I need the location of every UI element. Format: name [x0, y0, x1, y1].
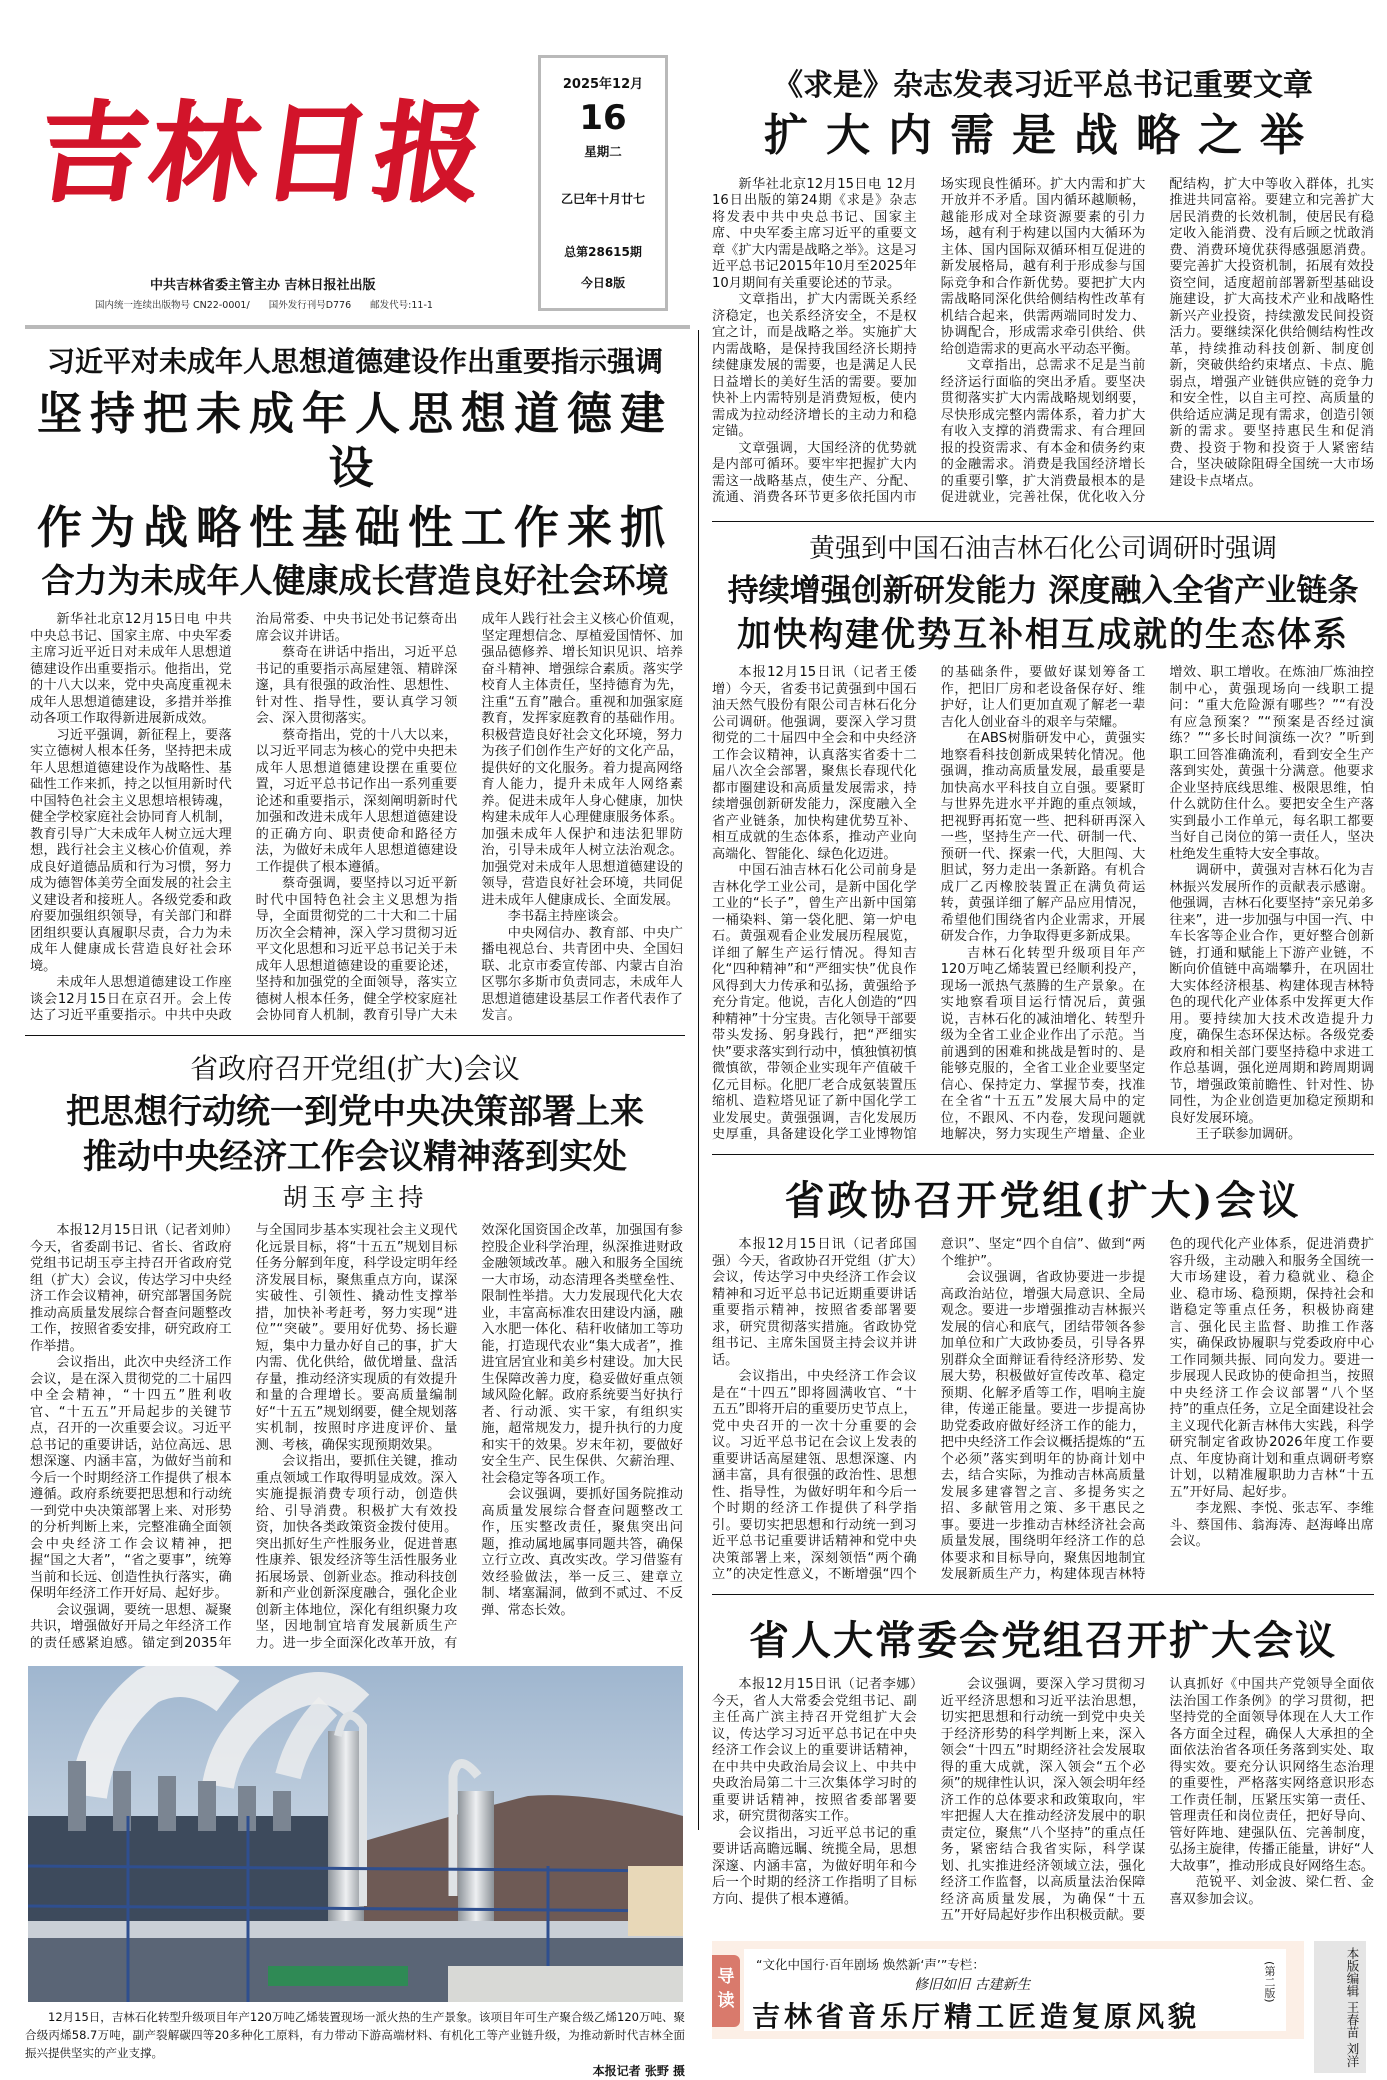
masthead-divider	[25, 325, 690, 329]
article-paragraph: 李书磊主持座谈会。	[507, 909, 627, 925]
section-divider	[712, 1154, 1374, 1156]
xi-title-line-1: 坚持把未成年人思想道德建设	[36, 386, 673, 494]
article-paragraph: 文章指出，总需求不足是当前经济运行面临的突出矛盾。要坚决贯彻落实扩大内需战略规划纲要，尽快形成完整内需体系，着力扩大有收入支撑的消费需求、有合理回报的投资需求、有本金和债务约束的金融需求。消费是我国经济增长的重要引擎，扩大消费最根本的是促进就业，完善社保，优化收入分配结构，扩大中等收入群体，扎实推进共同富裕。要建立和完善扩大居民消费的长效机制，使居民有稳定收入能消费、没有后顾之忧敢消费、消费环境优获得感强愿消费。要完善扩大投资机制，拓展有效投资空间，适度超前部署新型基础设施建设，扩大高技术产业和战略性新兴产业投资，持续激发民间投资活力。要继续深化供给侧结构性改革，持续推动科技创新、制度创新，突破供给约束堵点、卡点、脆弱点，增强产业链供应链的竞争力和安全性，以自主可控、高质量的供给适应满足现有需求，创造引领新的需求。要坚持惠民生和促消费、投资于物和投资于人紧密结合，坚决破除阻碍全国统一大市场建设卡点堵点。	[940, 176, 1374, 506]
article-paragraph: 新华社北京12月15日电 12月16日出版的第24期《求是》杂志将发表中共中央总书记、国家主席、中央军委主席习近平的重要文章《扩大内需是战略之举》。这是习近平总书记2015年10月至2025年10月期间有关重要论述的节录。	[712, 176, 917, 291]
npc-article-body	[712, 1677, 1374, 1925]
article-paragraph: 文章强调，大国经济的优势就是内部可循环。要牢牢把握扩大内需这一战略基点，使生产、分配、流通、消费各环节更多依托国内市场实现良性循环。扩大内需和扩大开放并不矛盾。国内循环越顺畅，越能形成对全球资源要素的引力场，越有利于构建以国内大循环为主体、国内国际双循环相互促进的新发展格局，越有利于形成参与国际竞争和合作新优势。要把扩大内需战略同深化供给侧结构性改革有机结合起来，供需两端同时发力、协调配合，形成需求牵引供给、供给创造需求的更高水平动态平衡。	[712, 176, 1146, 506]
huang-kicker: 黄强到中国石油吉林石化公司调研时强调	[808, 534, 1277, 565]
left-column	[25, 345, 685, 2080]
guide-tag: 导读	[712, 1955, 740, 2027]
cppcc-article-body	[712, 1237, 1374, 1584]
article-paragraph: 中国石油吉林石化公司前身是吉林化学工业公司，是新中国化学工业的“长子”，曾生产出新中国第一桶染料、第一袋化肥、第一炉电石。黄强观看企业发展历程展览，详细了解生产运行情况。得知吉化“四种精神”和“严细实快”优良作风得到大力传承和弘扬，黄强给予充分肯定。他说，吉化人创造的“四种精神”十分宝贵。吉化领导干部要带头发扬、躬身践行，把“严细实快”要求落实到行动中，慎独慎初慎微慎欲，带领企业实现年产值破千亿元目标。化肥厂老合成氨装置压缩机、造粒塔见证了新中国化学工业发展史。黄强强调，吉化发展历史厚重，具备建设化学工业博物馆的基础条件，要做好谋划筹备工作，把旧厂房和老设备保存好、维护好，让人们更加直观了解老一辈吉化人创业奋斗的艰辛与荣耀。	[712, 665, 1146, 1143]
article-paragraph: 会议强调，要深入学习贯彻习近平经济思想和习近平法治思想，切实把思想和行动统一到党中央关于经济形势的科学判断上来，深入领会“十四五”时期经济社会发展取得的重大成就，深入领会“五个必须”的规律性认识，深入领会明年经济工作的总体要求和政策取向，牢牢把握人大在推动经济发展中的职责定位，聚焦“八个坚持”的重点任务，紧密结合我省实际，科学谋划、扎实推进经济领域立法，强化经济工作监督，以高质量法治保障经济高质量发展，为确保“十五五”开好局起好步作出积极贡献。要认真抓好《中国共产党领导全面依法治国工作条例》的学习贯彻，把坚持党的全面领导体现在人大工作各方面全过程，确保人大承担的全面依法治省各项任务落到实处、取得实效。要充分认识网络生态治理的重要性，严格落实网络意识形态工作责任制，压紧压实第一责任、管理责任和岗位责任，把好导向、管好阵地、建强队伍、完善制度，弘扬主旋律，传播正能量，讲好“人大故事”，推动形成良好网络生态。	[940, 1677, 1374, 1924]
guide-teaser[interactable]	[712, 1941, 1304, 2039]
section-divider	[712, 521, 1374, 523]
huang-article-body	[712, 665, 1374, 1144]
gov-kicker: 省政府召开党组(扩大)会议	[190, 1052, 520, 1086]
qiushi-article-body	[712, 177, 1374, 507]
section-divider	[25, 1035, 685, 1037]
xi-article-body	[25, 612, 685, 1025]
guide-page-ref: (第二版)	[1263, 1960, 1276, 2003]
refinery-photo	[28, 1666, 683, 2002]
article-paragraph: 文章指出，扩大内需既关系经济稳定，也关系经济安全，不是权宜之计，而是战略之举。实施扩大内需战略，是保持我国经济长期持续健康发展的需要，也是满足人民日益增长的美好生活的需要。要加快补上内需特别是消费短板，使内需成为拉动经济增长的主动力和稳定锚。	[712, 292, 917, 440]
section-divider	[712, 1594, 1374, 1596]
article-paragraph: 本报12月15日讯（记者邱国强）今天，省政协召开党组（扩大）会议，传达学习中央经济工作会议精神和习近平总书记近期重要讲话重要指示精神，按照省委部署要求，研究贯彻落实措施。省政协党组书记、主席朱国贤主持会议并讲话。	[712, 1237, 917, 1368]
article-paragraph: 会议强调，省政协要进一步提高政治站位，增强大局意识、全局观念。要进一步增强推动吉林振兴发展的信心和底气，团结带领各参加单位和广大政协委员，引导各界别群众全面辩证看待经济形势、发展大势，积极做好宣传改革、稳定预期、化解矛盾等工作，唱响主旋律，传递正能量。要进一步提高协助党委政府做好经济工作的能力，把中央经济工作会议概括提炼的“五个必须”落实到明年的协商计划中去，结合实际，为推动吉林高质量发展多建睿智之言、多提务实之招、多献管用之策、多干惠民之事。要进一步推动吉林经济社会高质量发展，围绕明年经济工作的总体要求和目标导向，聚焦因地制宜发展新质生产力，构建体现吉林特色的现代化产业体系，促进消费扩容升级，主动融入和服务全国统一大市场建设，着力稳就业、稳企业、稳市场、稳预期，保持社会和谐稳定等重点任务，积极协商建言、强化民主监督、助推工作落实，确保政协履职与党委政府中心工作同频共振、同向发力。要进一步展现人民政协的使命担当，按照中央经济工作会议部署“八个坚持”的重点任务，立足全面建设社会主义现代化新吉林伟大实践，科学研究制定省政协2026年度工作要点、年度协商计划和重点调研考察计划，以精准履职助力吉林“十五五”开好局、起好步。	[940, 1237, 1374, 1583]
article-paragraph: 蔡奇强调，要坚持以习近平新时代中国特色社会主义思想为指导，全面贯彻党的二十大和二十届历次全会精神，深入学习贯彻习近平文化思想和习近平总书记关于未成年人思想道德建设的重要论述，坚持和加强党的全面领导，落实立德树人根本任务，健全学校家庭社会协同育人机制，教育引导广大未成年人践行社会主义核心价值观，坚定理想信念、厚植爱国情怀、加强品德修养、增长知识见识、培养奋斗精神、增强综合素质。落实学校育人主体责任，坚持德育为先，注重“五育”融合。重视和加强家庭教育，发挥家庭教育的基础作用。积极营造良好社会文化环境，努力为孩子们创作生产好的文化产品，提供好的文化服务。着力提高网络育人能力，提升未成年人网络素养。促进未成年人身心健康，加快构建未成年人心理健康服务体系。加强未成年人保护和违法犯罪防治，引导未成年人树立法治观念。加强党对未成年人思想道德建设的领导，营造良好社会环境，共同促进未成年人健康成长、全面发展。	[255, 612, 683, 1024]
registration-postal: 邮发代号:11-1	[370, 300, 433, 311]
article-paragraph: 本报12月15日讯（记者刘帅）今天，省委副书记、省长、省政府党组书记胡玉亭主持召开省政府党组（扩大）会议，传达学习中央经济工作会议精神，研究部署国务院推动高质量发展综合督查问题整改工作，按照省委安排，研究政府工作举措。	[30, 1223, 232, 1354]
article-paragraph: 蔡奇指出，党的十八大以来，以习近平同志为核心的党中央把未成年人思想道德建设摆在重要位置，习近平总书记作出一系列重要论述和重要指示，深刻阐明新时代加强和改进未成年人思想道德建设的正确方向、职责使命和路径方法，为做好未成年人思想道德建设工作提供了根本遵循。	[255, 727, 458, 875]
article-paragraph: 会议强调，要统一思想、凝聚共识，增强做好开局之年经济工作的责任感紧迫感。锚定到2035年与全国同步基本实现社会主义现代化远景目标，将“十五五”规划目标任务分解到年度，科学设定明年经济发展目标，聚焦重点方向，谋深实破性、引领性、撬动性支撑举措，加快补考赶考，努力实现“进位”“突破”。要用好优势、扬长避短，集中力量办好自己的事，扩大内需、优化供给，做优增量、盘活存量，推动经济实现质的有效提升和量的合理增长。要高质量编制好“十五五”规划纲要，健全规划落实机制，按照时序进度评价、量测、考核，确保实现预期效果。	[30, 1223, 458, 1651]
gov-title-line-2: 推动中央经济工作会议精神落到实处	[83, 1136, 627, 1177]
guide-column-name: “文化中国行·百年剧场 焕然新‘声’”专栏：	[756, 1956, 985, 1972]
article-paragraph: 未成年人思想道德建设工作座谈会12月15日在京召开。会上传达了习近平重要指示。中共中央政治局常委、中央书记处书记蔡奇出席会议并讲话。	[30, 612, 458, 1024]
column-divider	[698, 330, 699, 1830]
article-paragraph: 范锐平、刘金波、梁仁哲、金喜双参加会议。	[1169, 1875, 1374, 1907]
date-year-month: 2025年12月	[562, 77, 644, 92]
article-paragraph: 会议指出，要抓住关键，推动重点领域工作取得明显成效。深入实施提振消费专项行动，创造供给、引导消费。积极扩大有效投资，加快各类政策资金拨付使用。突出抓好生产性服务业，促进普惠性康养、银发经济等生活性服务业拓展场景、创新业态。推动科技创新和产业创新深度融合，强化企业创新主体地位，深化有组织聚力攻坚，因地制宜培育发展新质生产力。进一步全面深化改革开放，有效深化国资国企改革，加强国有参控股企业科学治理，纵深推进财政金融领域改革。融入和服务全国统一大市场，动态清理各类壁垒性、限制性举措。大力发展现代化大农业，丰富高标准农田建设内涵，融入水肥一体化、秸秆收储加工等功能，打造现代农业“集大成者”，推进宜居宜业和美乡村建设。加大民生保障改善力度，稳妥做好重点领域风险化解。政府系统要当好执行者、行动派、实干家，有组织实施，超常规发力，提升执行的力度和实干的效果。岁末年初，要做好安全生产、民生保供、欠薪治理、社会稳定等各项工作。	[255, 1223, 683, 1651]
photo-credit: 本报记者 张野 摄	[592, 2064, 685, 2079]
xi-title-line-3: 合力为未成年人健康成长营造良好社会环境	[41, 560, 669, 600]
guide-content	[744, 1949, 1286, 2031]
issue-number: 总第28615期	[564, 245, 642, 259]
article-paragraph: 会议指出，习近平总书记的重要讲话高瞻远瞩、统揽全局，思想深邃、内涵丰富，为做好明年和今后一个时期的经济工作指明了目标方向、提供了根本遵循。	[712, 1825, 917, 1907]
date-weekday: 星期二	[584, 144, 622, 159]
page-count: 今日8版	[580, 276, 626, 290]
gov-title-line-1: 把思想行动统一到党中央决策部署上来	[66, 1091, 644, 1132]
guide-title-link[interactable]: 吉林省音乐厅精工匠造复原风貌	[752, 1999, 1201, 2033]
xi-kicker: 习近平对未成年人思想道德建设作出重要指示强调	[46, 345, 663, 378]
registration-cn: 国内统一连续出版物号 CN22-0001/	[95, 300, 250, 311]
npc-title: 省人大常委会党组召开扩大会议	[749, 1617, 1337, 1665]
article-paragraph: 会议指出，此次中央经济工作会议，是在深入贯彻党的二十届四中全会精神，“十四五”胜利收官、“十五五”开局起步的关键节点，召开的一次重要会议。习近平总书记的重要讲话，站位高远、思想深邃、内涵丰富，为做好当前和今后一个时期经济工作提供了根本遵循。政府系统要把思想和行动统一到党中央决策部署上来、对形势的分析判断上来，完整准确全面领会中央经济工作会议精神，把握“国之大者”，“省之要事”，统筹当前和长远、创造性执行落实，确保明年经济工作开好局、起好步。	[30, 1355, 232, 1602]
registration-line	[95, 297, 449, 311]
gov-subtitle: 胡玉亭主持	[282, 1183, 428, 1213]
article-paragraph: 吉林石化转型升级项目年产120万吨乙烯装置已经顺利投产，现场一派热气蒸腾的生产景象。在实地察看项目运行情况后，黄强说，吉林石化的减油增化、转型升级为全省工业企业作出了示范。当前遇到的困难和挑战是暂时的、是能够克服的，全省工业企业要坚定信心、保持定力、掌握节奏，找准在全省“十五五”发展大局中的定位，不跟风、不内卷，发现问题就地解决，努力实现生产增量、企业增效、职工增收。在炼油厂炼油控制中心，黄强现场向一线职工提问：“重大危险源有哪些？”“有没有应急预案？”“预案是否经过演练？”“多长时间演练一次？”听到职工回答准确流利，看到安全生产落到实处，黄强十分满意。他要求企业坚持底线思维、极限思维，怕什么就防住什么。要把安全生产落实到最小工作单元，每名职工都要当好自己岗位的第一责任人，坚决杜绝发生重特大安全事故。	[940, 665, 1374, 1143]
article-paragraph: 中央网信办、教育部、中央广播电视总台、共青团中央、全国妇联、北京市委宣传部、内蒙古自治区鄂尔多斯市负责同志，未成年人思想道德建设基层工作者代表作了发言。	[481, 925, 683, 1024]
article-paragraph: 本报12月15日讯（记者李娜）今天，省人大常委会党组书记、副主任高广滨主持召开党组扩大会议，传达学习习近平总书记在中央经济工作会议上的重要讲话精神，在中共中央政治局会议上、中共中央政治局第二十三次集体学习时的重要讲话精神，按照省委部署要求，研究贯彻落实工作。	[712, 1677, 917, 1825]
date-lunar: 乙巳年十月廿七	[560, 192, 645, 206]
right-column	[712, 68, 1374, 2073]
article-paragraph: 会议指出，中央经济工作会议是在“十四五”即将圆满收官、“十五五”即将开启的重要历史节点上，党中央召开的一次十分重要的会议。习近平总书记在会议上发表的重要讲话高屋建瓴、思想深邃、内涵丰富，具有很强的政治性、思想性、指导性，为做好明年和今后一个时期的经济工作提供了科学指引。要切实把思想和行动统一到习近平总书记重要讲话精神和党中央决策部署上来，深刻领悟“两个确立”的决定性意义，不断增强“四个意识”、坚定“四个自信”、做到“两个维护”。	[712, 1237, 1146, 1583]
article-paragraph: 新华社北京12月15日电 中共中央总书记、国家主席、中央军委主席习近平近日对未成年人思想道德建设作出重要指示。他指出，党的十八大以来，党中央高度重视未成年人思想道德建设，多措并举推动各项工作取得新进展新成效。	[30, 612, 232, 727]
article-paragraph: 在ABS树脂研发中心，黄强实地察看科技创新成果转化情况。他强调，推动高质量发展，最重要是加快高水平科技自立自强。要紧盯与世界先进水平并跑的重点领域，把视野再拓宽一些、把科研再深入一些，坚持生产一代、研制一代、预研一代、探索一代，大胆闯、大胆试，努力走出一条新路。有机合成厂乙丙橡胶装置正在满负荷运转，黄强详细了解产品应用情况，希望他们围绕省内企业需求，开展研发合作，力争取得更多新成果。	[940, 731, 1146, 945]
guide-row	[712, 1941, 1374, 2073]
article-paragraph: 本报12月15日讯（记者王倭增）今天，省委书记黄强到中国石油天然气股份有限公司吉林石化分公司调研。他强调，要深入学习贯彻党的二十届四中全会和中央经济工作会议精神，认真落实省委十二届八次全会部署，聚焦长春现代化都市圈建设和高质量发展需求，持续增强创新研发能力，深度融入全省产业链条，加快构建优势互补、相互成就的生态体系，推动产业向高端化、智能化、绿色化迈进。	[712, 665, 917, 862]
guide-subtitle: 修旧如旧 古建新生	[914, 1976, 1031, 1993]
article-paragraph: 李龙熙、李悦、张志军、李维斗、蔡国伟、翁海涛、赵海峰出席会议。	[1169, 1501, 1374, 1550]
article-paragraph: 调研中，黄强对吉林石化为吉林振兴发展所作的贡献表示感谢。他强调，吉林石化要坚持“亲兄弟多往来”，进一步加强与中国一汽、中车长客等企业合作，更好整合创新链，打通和赋能上下游产业链，不断向价值链中高端攀升，在巩固壮大实体经济根基、构建体现吉林特色的现代化产业体系中发挥更大作用。要持续加大技术改造提升力度，确保生态环保达标。各级党委政府和相关部门要坚持稳中求进工作总基调，强化逆周期和跨周期调节，增强政策前瞻性、针对性、协同性，为企业创造更加稳定预期和良好发展环境。	[1169, 863, 1374, 1126]
article-paragraph: 王子联参加调研。	[1195, 1127, 1302, 1143]
article-paragraph: 蔡奇在讲话中指出，习近平总书记的重要指示高屋建瓴、精辟深邃，具有很强的政治性、思想性、针对性、指导性，要认真学习领会、深入贯彻落实。	[255, 645, 458, 727]
qiushi-title: 扩大内需是战略之举	[764, 110, 1322, 161]
cppcc-title: 省政协召开党组(扩大)会议	[784, 1177, 1302, 1225]
article-paragraph: 习近平强调，新征程上，要落实立德树人根本任务，坚持把未成年人思想道德建设作为战略性、基础性工作来抓，持之以恒用新时代中国特色社会主义思想培根铸魂，健全学校家庭社会协同育人机制，教育引导广大未成年人树立远大理想，践行社会主义核心价值观，养成良好道德品质和行为习惯，努力成为德智体美劳全面发展的社会主义建设者和接班人。各级党委和政府要加强组织领导，有关部门和群团组织要认真履职尽责，合力为未成年人健康成长营造良好社会环境。	[30, 727, 232, 974]
huang-title-line-1: 持续增强创新研发能力 深度融入全省产业链条	[727, 573, 1359, 610]
registration-foreign: 国外发行刊号D776	[268, 300, 352, 311]
gov-article-body	[25, 1223, 685, 1652]
newspaper-logo: 吉林日报	[29, 90, 495, 216]
publisher-line: 中共吉林省委主管主办 吉林日报社出版	[150, 278, 376, 293]
page-editors: 本版编辑 王春苗 刘洋	[1314, 1941, 1366, 2073]
xi-title-line-2: 作为战略性基础性工作来抓	[36, 500, 673, 554]
date-day: 16	[579, 98, 627, 138]
qiushi-kicker: 《求是》杂志发表习近平总书记重要文章	[773, 68, 1313, 103]
date-box	[538, 55, 668, 311]
huang-title-line-2: 加快构建优势互补相互成就的生态体系	[737, 614, 1349, 655]
article-paragraph: 会议强调，要抓好国务院推动高质量发展综合督查问题整改工作，压实整改责任，聚焦突出问题，推动属地属事同题共答，确保立行立改、真改实改。学习借鉴有效经验做法，举一反三、建章立制、堵塞漏洞，做到不贰过、不反弹、常态长效。	[481, 1487, 683, 1618]
photo-caption: 12月15日，吉林石化转型升级项目年产120万吨乙烯装置现场一派火热的生产景象。该项目年可生产聚合级乙烯120万吨、聚合级丙烯58.7万吨，副产裂解碳四等20多种化工原料，有力带动下游高端材料、有机化工等产业链升级，为推动新时代吉林全面振兴提供坚实的产业支撑。	[25, 2010, 685, 2061]
